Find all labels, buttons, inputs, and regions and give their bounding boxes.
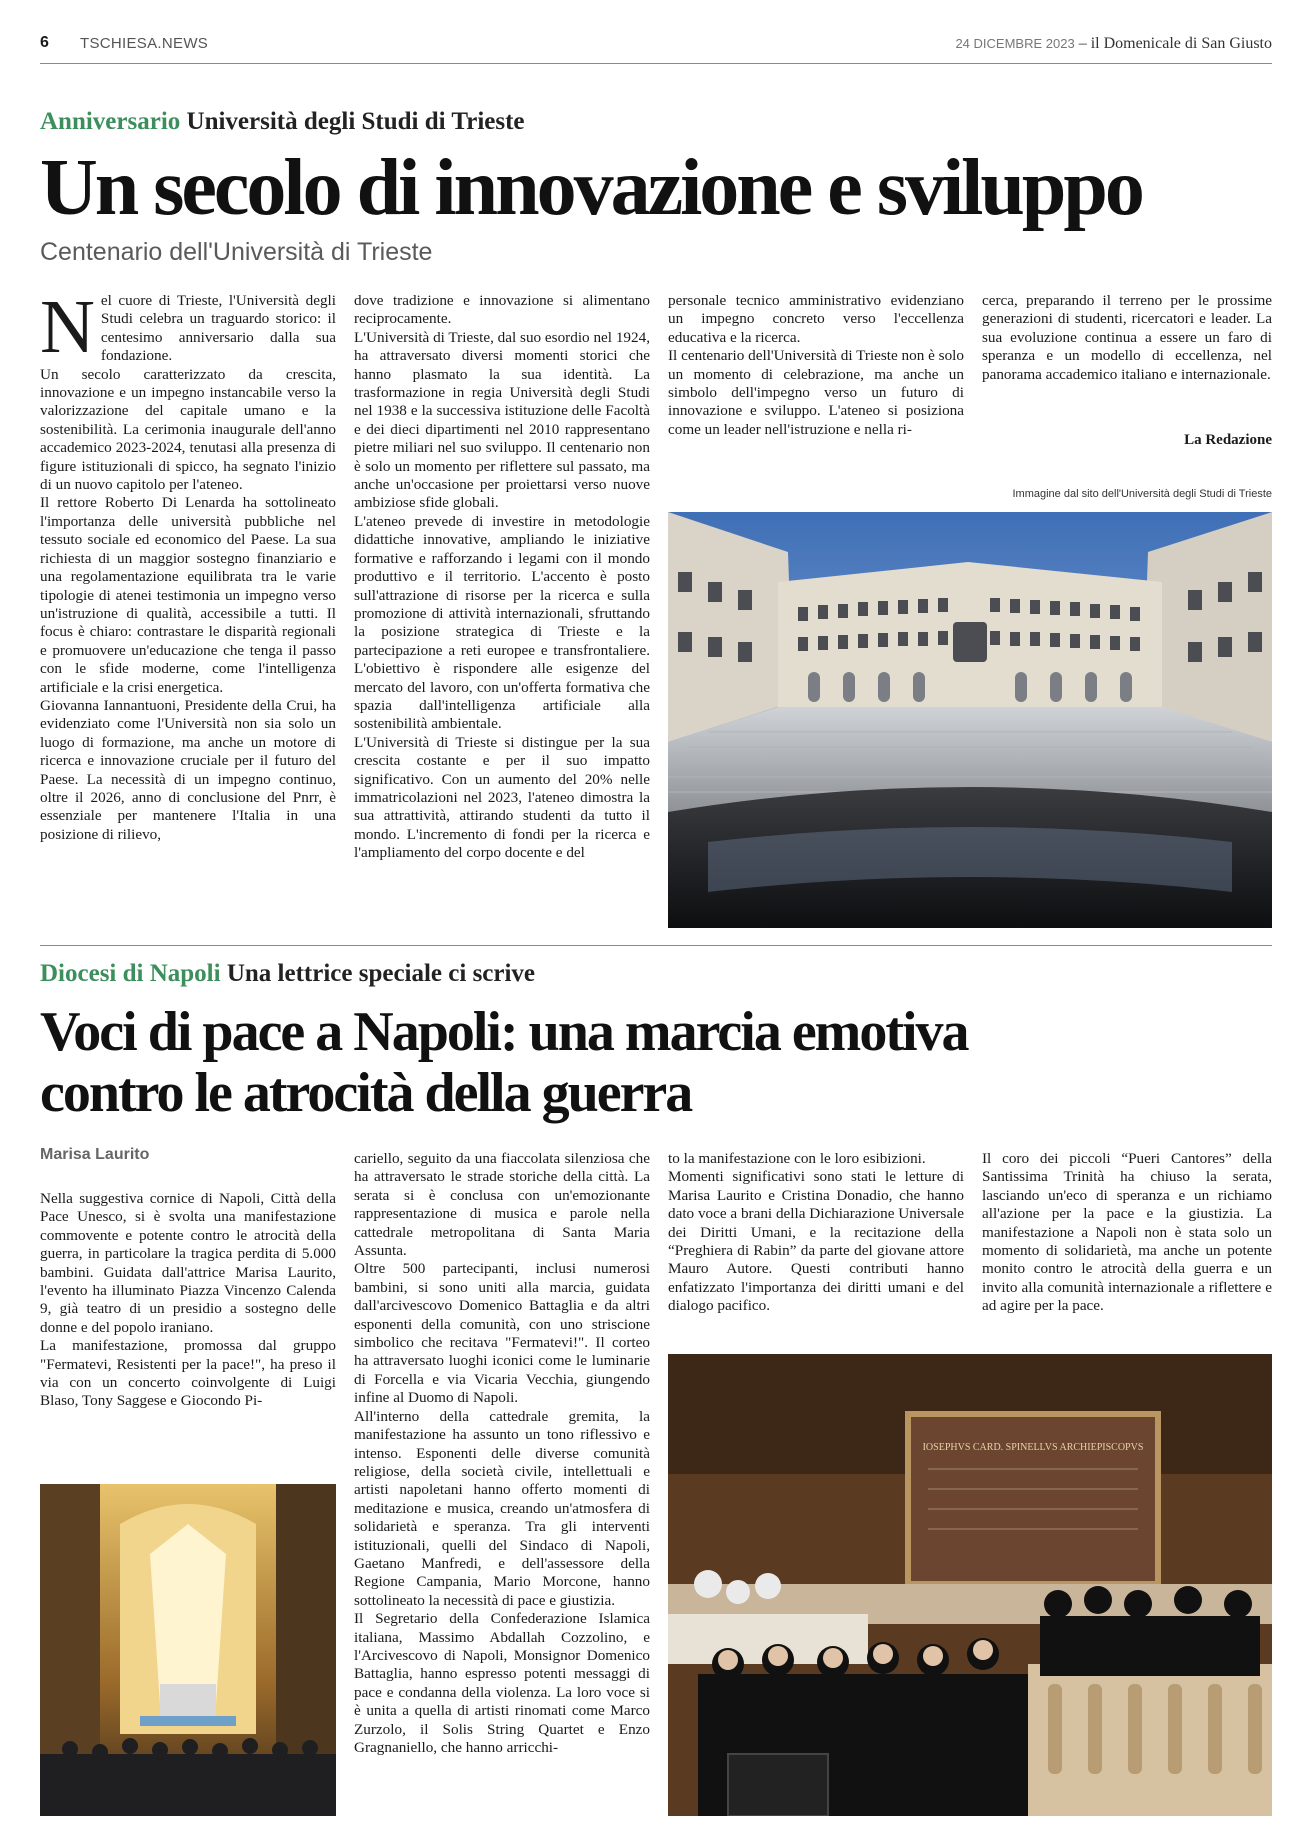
- article1-column-1: [40, 285, 336, 844]
- article2-headline-line-2: contro le atrocità della guerra: [40, 1062, 692, 1124]
- article1-column-3: [668, 292, 964, 439]
- paragraph: L'Università di Trieste, dal suo esordio nel 1924, ha attraversato diversi momenti storici che hanno plasmato la sua identità. La trasformazione in regia Università degli Studi nel 1938 e la successiva istituzione delle Facoltà e dei dieci dipartimenti nel 2010 rappresentano pietre miliari nel suo sviluppo. Il centenario non è solo un momento per riflettere sul passato, ma anche un'occasione per proiettarsi verso nuove ambiziose sfide globali.: [354, 328, 650, 512]
- paragraph: Oltre 500 partecipanti, inclusi numerosi bambini, si sono uniti alla marcia, guidata dall'arcivescovo Domenico Battaglia e da altri esponenti della comunità, con uno striscione simbolico che recitava "Fermatevi!". Il corteo ha attraversato luoghi iconici come le luminarie di Forcella e via Vicaria Vecchia, giungendo infine al Duomo di Napoli.: [354, 1260, 650, 1407]
- article1-column-2: [354, 292, 650, 863]
- paragraph: dove tradizione e innovazione si alimentano reciprocamente.: [354, 292, 650, 328]
- paragraph: Momenti significativi sono stati le letture di Marisa Laurito e Cristina Donadio, che hanno dato voce a brani della Dichiarazione Universale dei Diritti Umani, e la recitazione della “Preghiera di Rabin” da parte del giovane attore Mauro Autore. Questi contributi hanno enfatizzato l'importanza dei diritti umani e del dialogo pacifico.: [668, 1168, 965, 1315]
- paragraph: La manifestazione, promossa dal gruppo "Fermatevi, Resistenti per la pace!", ha preso il via con un concerto coinvolgente di Luigi Blaso, Tony Saggese e Giocondo Pi-: [40, 1337, 336, 1410]
- paragraph: L'Università di Trieste si distingue per la sua crescita costante e per il suo impatto significativo. Con un aumento del 20% nelle immatricolazioni nel 2023, l'ateneo dimostra la sua attrattività, attirando studenti da tutto il mondo. L'incremento di fondi per la ricerca e l'ampliamento del corpo docente e del: [354, 733, 650, 862]
- article2-byline: Marisa Laurito: [40, 1146, 150, 1163]
- publication-name: il Domenicale di San Giusto: [1090, 35, 1272, 52]
- article1-kicker: [40, 108, 525, 136]
- photo-caption: Immagine dal sito dell'Università degli Studi di Trieste: [1012, 488, 1272, 500]
- article2-headline-line-1: Voci di pace a Napoli: una marcia emotiva: [40, 1001, 968, 1063]
- paragraph: Il coro dei piccoli “Pueri Cantores” della Santissima Trinità ha chiuso la serata, lasciando un'eco di speranza e un richiamo all'azione per la pace e la giustizia. La manifestazione a Napoli non è stata solo un momento di solidarietà, ma anche un potente monito contro le atrocità della guerra e un invito alla comunità internazionale a riflettere e ad agire per la pace.: [982, 1150, 1272, 1315]
- article1-column-4: [982, 292, 1272, 384]
- paragraph: cerca, preparando il terreno per le prossime generazioni di studenti, ricercatori e leader. La sua evoluzione continua a essere un faro di speranza e un modello di eccellenza, nel panorama accademico italiano e internazionale.: [982, 292, 1272, 383]
- paragraph: Giovanna Iannantuoni, Presidente della Crui, ha evidenziato come l'Università non sia solo un luogo di formazione, ma anche un motore di ricerca e innovazione cruciale per il futuro del Paese. La necessità di un impegno continuo, oltre il 2026, anno di conclusione del Pnrr, è essenziale per mantenere l'Italia in una posizione di rilievo,: [40, 696, 336, 843]
- paragraph: cariello, seguito da una fiaccolata silenziosa che ha attraversato le strade storiche della città. La serata si è conclusa con un'emozionante rappresentazione di musica e parole nella cattedrale metropolitana di Santa Maria Assunta.: [354, 1150, 650, 1260]
- concert-illustration: [668, 1354, 1272, 1816]
- paragraph: All'interno della cattedrale gremita, la manifestazione ha assunto un tono riflessivo e intenso. Esponenti delle diverse comunità religiose, della società civile, intellettuali e artisti napoletani hanno offerto momenti di meditazione e musica, creando un'atmosfera di solidarietà e speranza. Tra gli interventi istituzionali, quelli del Sindaco di Napoli, Gaetano Manfredi, e dell'assessore della Regione Campania, Mario Morcone, hanno sottolineato la necessità di pace e giustizia.: [354, 1407, 650, 1609]
- article2-column-1: [40, 1190, 336, 1411]
- paragraph: Il Segretario della Confederazione Islamica italiana, Massimo Abdallah Cozzolino, e l'Arcivescovo di Napoli, Monsignor Domenico Battaglia, hanno espresso potenti messaggi di pace e condanna della violenza. La loro voce si è unita a quella di artisti rinomati come Marco Zurzolo, il Solis String Quartet e Enzo Gragnaniello, che hanno arricchi-: [354, 1610, 650, 1756]
- issue-info: [955, 35, 1272, 53]
- article1-deck: Centenario dell'Università di Trieste: [40, 238, 433, 266]
- article1-signature: La Redazione: [1184, 432, 1272, 448]
- cathedral-interior-photo: [40, 1484, 336, 1816]
- paragraph: Un secolo caratterizzato da crescita, innovazione e un impegno instancabile verso la valorizzazione del capitale umano e la sostenibilità. La cerimonia inaugurale dell'anno accademico 2023-2024, tenutasi alla presenza di figure istituzionali di spicco, ha segnato l'inizio di un nuovo capitolo per l'ateneo.: [40, 365, 336, 494]
- site-name[interactable]: TSCHIESA.NEWS: [80, 35, 209, 52]
- article2-column-2: [354, 1150, 650, 1757]
- university-building-illustration: [668, 512, 1272, 928]
- issue-separator: –: [1074, 35, 1091, 52]
- page-header: [40, 34, 1272, 64]
- paragraph: Il centenario dell'Università di Trieste non è solo un momento di celebrazione, ma anche un simbolo dell'impegno verso un futuro di innovazione e sviluppo. L'ateneo si posiziona come un leader nell'istruzione e nella ri-: [668, 347, 964, 438]
- paragraph: L'ateneo prevede di investire in metodologie didattiche innovative, ampliando le iniziative formative e rafforzando i legami con il mondo produttivo e il territorio. L'accento è posto sull'attrazione di risorse per la ricerca e sulla promozione di attività internazionali, sfruttando la posizione strategica di Trieste e la partecipazione a reti europee e transfrontaliere. L'obiettivo è rispondere alle esigenze del mercato del lavoro, con un'offerta formativa che spazia dall'intelligenza artificiale alla sostenibilità ambientale.: [354, 512, 650, 733]
- dropcap: N: [40, 285, 95, 369]
- paragraph: to la manifestazione con le loro esibizioni.: [668, 1150, 926, 1167]
- article1-section: Anniversario: [40, 108, 181, 135]
- article2-column-4: [982, 1150, 1272, 1316]
- article2-subsection: Una lettrice speciale ci scrive: [226, 960, 536, 987]
- concert-photo: [668, 1354, 1272, 1816]
- article2-kicker: [40, 960, 535, 988]
- cathedral-interior-illustration: [40, 1484, 336, 1816]
- section-divider: [40, 945, 1272, 946]
- issue-date: 24 DICEMBRE 2023: [955, 36, 1075, 51]
- article1-headline: Un secolo di innovazione e sviluppo: [40, 144, 1142, 232]
- paragraph: Il rettore Roberto Di Lenarda ha sottolineato l'importanza delle università pubbliche nel tessuto sociale ed economico del Paese. La sua richiesta di un maggior sostegno finanziario e una regolamentazione equilibrata tra le varie tipologie di atenei testimonia un impegno verso un'istruzione di qualità, accessibile a tutti. Il focus è chiaro: contrastare le disparità regionali e promuovere un'educazione che tenga il passo con le sfide moderne, come l'intelligenza artificiale e la crisi energetica.: [40, 494, 336, 696]
- plaque-inscription: IOSEPHVS CARD. SPINELLVS ARCHIEPISCOPVS: [922, 1442, 1144, 1453]
- paragraph: Nella suggestiva cornice di Napoli, Città della Pace Unesco, si è svolta una manifestazione commovente e potente contro le atrocità della guerra, in particolare la tragica perdita di 5.000 bambini. Guidata dall'attrice Marisa Laurito, l'evento ha illuminato Piazza Vincenzo Calenda 9, già teatro di un presidio a sostegno delle donne e del popolo iraniano.: [40, 1190, 336, 1336]
- article2-column-3: [668, 1150, 964, 1316]
- article2-headline: [40, 1002, 968, 1124]
- article1-subsection: Università degli Studi di Trieste: [186, 108, 525, 135]
- paragraph: personale tecnico amministrativo evidenziano un impegno concreto verso l'eccellenza educativa e la ricerca.: [668, 292, 964, 346]
- university-building-photo: [668, 512, 1272, 928]
- page-number: 6: [40, 34, 49, 51]
- paragraph: el cuore di Trieste, l'Università degli Studi celebra un traguardo storico: il centesimo anniversario dalla sua fondazione.: [100, 292, 336, 365]
- article2-section: Diocesi di Napoli: [40, 960, 221, 987]
